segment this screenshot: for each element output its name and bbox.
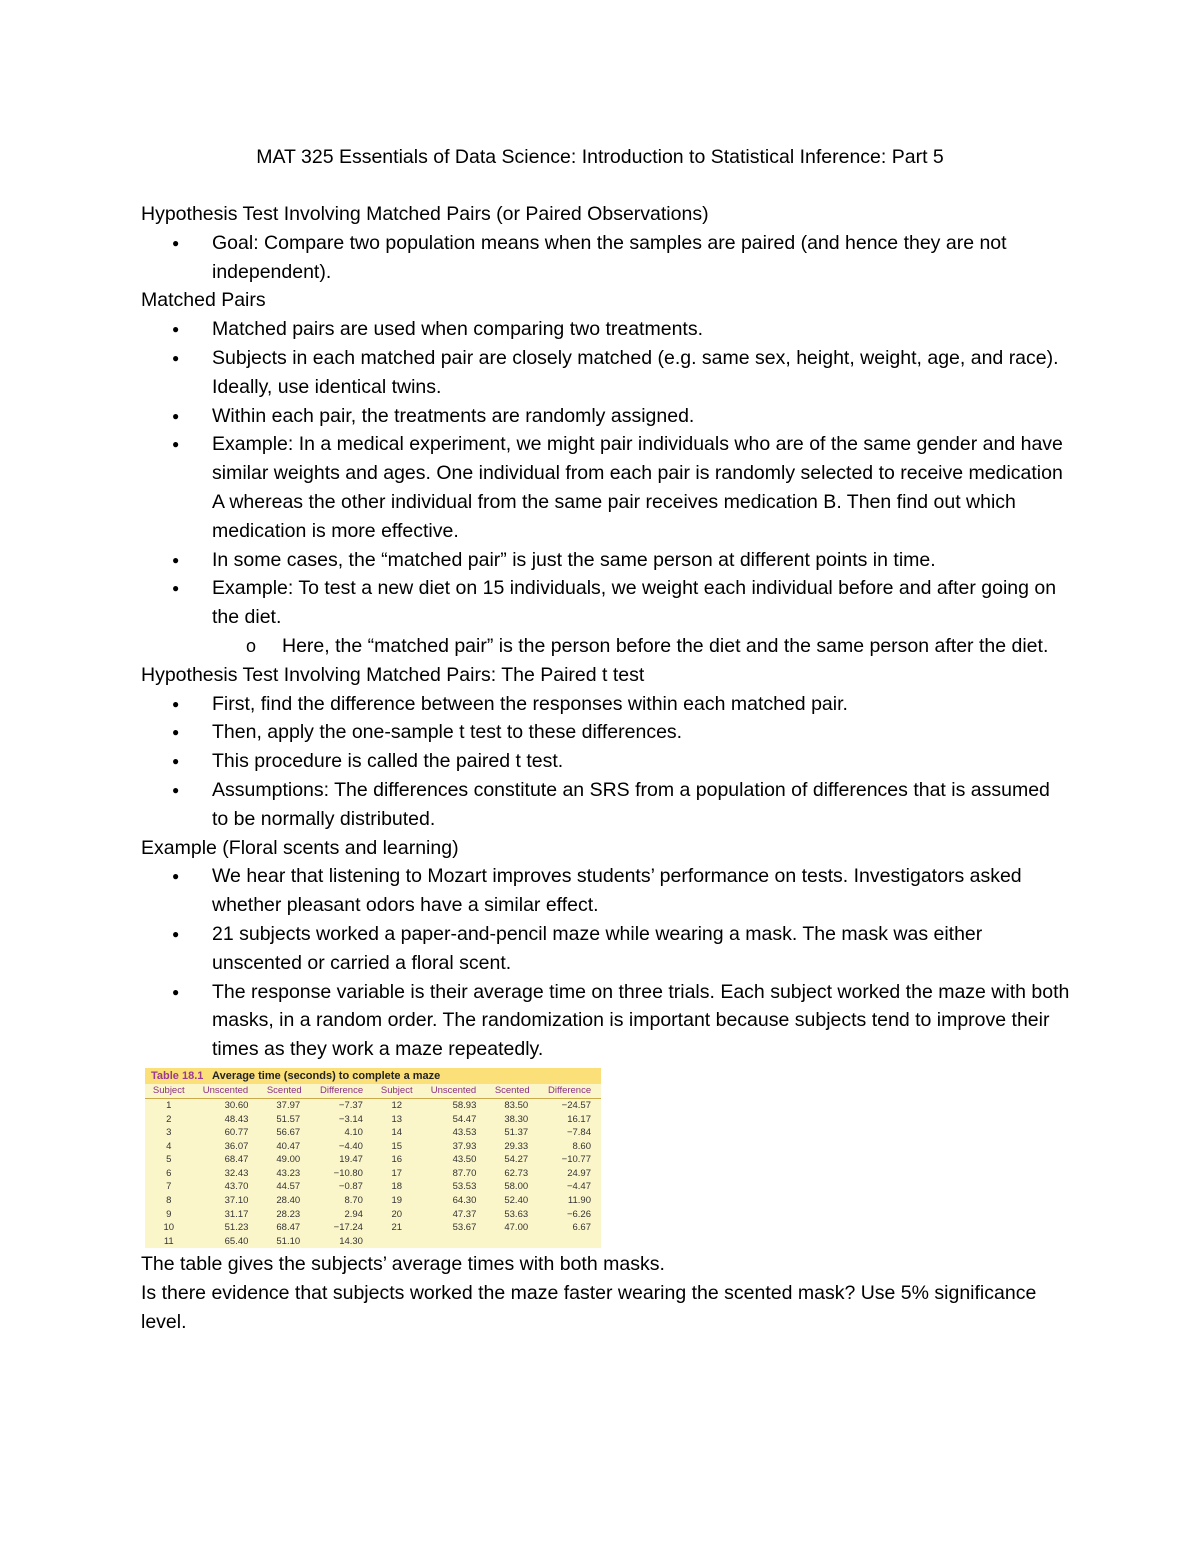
table-cell: 54.47 [452,1113,477,1125]
table-cell: 53.63 [504,1208,529,1220]
table-cell: 51.57 [276,1113,301,1125]
table-cell: 51.37 [504,1127,529,1139]
table-cell: 60.77 [224,1127,249,1139]
closing-line-1: The table gives the subjects’ average times with both masks. [141,1253,665,1276]
table-cell: 87.70 [452,1167,477,1179]
table-cell: 36.07 [224,1140,249,1152]
table-cell: 12 [391,1099,403,1111]
list-item: ● Assumptions: The differences constitute an SRS from a population of differences that is assumed to be normally distributed. [141,776,1071,834]
section-heading-matched-pairs: Matched Pairs [141,289,266,312]
table-cell: 10 [163,1222,175,1234]
table-cell: 37.10 [224,1195,249,1207]
table-cell: 8.70 [344,1195,363,1207]
table-cell: −6.26 [566,1208,591,1220]
table-cell: 2 [166,1113,172,1125]
table-cell: 49.00 [276,1154,301,1166]
list-item: ● Then, apply the one-sample t test to these differences. [141,718,1071,747]
table-cell: 19.47 [339,1154,363,1166]
table-cell: 16.17 [567,1113,591,1125]
table-cell: 32.43 [224,1167,249,1179]
table-cell: 17 [391,1167,403,1179]
table-header-cell: Subject [373,1084,421,1099]
table-cell: 30.60 [224,1099,249,1111]
list-item: ● In some cases, the “matched pair” is just the same person at different points in time. [141,546,1071,575]
table-cell: 5 [166,1154,172,1166]
table-cell: 14 [391,1127,403,1139]
table-cell: −0.87 [338,1181,363,1193]
table-row [145,1194,601,1208]
table-cell: 53.53 [452,1181,477,1193]
table-cell: 51.10 [276,1235,301,1247]
table-cell: 54.27 [504,1154,529,1166]
table-cell: 43.70 [224,1181,249,1193]
table-cell: 31.17 [224,1208,249,1220]
list-item: ● We hear that listening to Mozart improves students’ performance on tests. Investigators asked whether pleasant odors have a similar effect. [141,862,1071,920]
table-cell: 43.23 [276,1167,301,1179]
table-cell: 28.40 [276,1195,301,1207]
sub-list-item: o Here, the “matched pair” is the person before the diet and the same person after the diet. [141,632,1071,661]
table-cell: 40.47 [276,1140,301,1152]
list-item: ● The response variable is their average time on three trials. Each subject worked the maze with both masks, in a random order. The randomization is important because subjects tend to improve their times as they work a maze repeatedly. [141,978,1071,1064]
section-heading-example: Example (Floral scents and learning) [141,836,459,859]
table-cell: 7 [166,1181,172,1193]
table-cell: 37.97 [276,1099,301,1111]
table-header-row [145,1084,601,1099]
table-cell: 21 [391,1222,403,1234]
table-label: Table 18.1 [151,1069,204,1082]
table-cell: 68.47 [224,1154,249,1166]
table-row [145,1221,601,1235]
table-cell: 16 [391,1154,403,1166]
table-cell: −7.84 [566,1127,591,1139]
table-header-cell: Unscented [193,1084,259,1099]
table-cell: −4.47 [566,1181,591,1193]
table-cell: 47.00 [504,1222,529,1234]
section-heading-paired-t-test: Hypothesis Test Involving Matched Pairs: The Paired t test [141,663,645,686]
table-cell: 51.23 [224,1222,249,1234]
table-cell: 4.10 [344,1127,363,1139]
list-item: ● Example: To test a new diet on 15 individuals, we weight each individual before and after going on the diet. [141,574,1071,632]
table-row [145,1208,601,1222]
table-header-cell: Scented [258,1084,310,1099]
table-cell: −24.57 [561,1099,591,1111]
table-cell: 28.23 [276,1208,301,1220]
data-table [145,1084,601,1249]
list-item: ● Goal: Compare two population means when the samples are paired (and hence they are not independent). [141,229,1071,287]
table-cell: −17.24 [333,1222,363,1234]
table-cell: 14.30 [339,1235,363,1247]
table-caption [145,1068,601,1084]
table-cell: 13 [391,1113,403,1125]
sub-bullet-list [141,632,1071,661]
list-item: ● Within each pair, the treatments are randomly assigned. [141,402,1071,431]
table-cell: 62.73 [504,1167,529,1179]
table-cell: 47.37 [452,1208,477,1220]
table-caption-text: Average time (seconds) to complete a maze [212,1069,441,1082]
table-cell: 58.93 [452,1099,477,1111]
table-row [145,1235,601,1249]
table-header-cell: Difference [310,1084,373,1099]
table-cell: 11 [163,1235,174,1247]
list-item: ● This procedure is called the paired t test. [141,747,1071,776]
table-cell: 43.50 [452,1154,477,1166]
table-cell: 19 [391,1195,403,1207]
table-cell: 48.43 [224,1113,249,1125]
table-header-cell: Subject [145,1084,193,1099]
bullet-list [141,315,1071,632]
table-cell: 53.67 [452,1222,477,1234]
table-cell: 58.00 [504,1181,529,1193]
list-item: ● Matched pairs are used when comparing two treatments. [141,315,1071,344]
closing-question: Is there evidence that subjects worked the maze faster wearing the scented mask? Use 5% significance level. [141,1282,1037,1334]
table-cell: 83.50 [504,1099,529,1111]
table-cell: 8.60 [572,1140,591,1152]
bullet-list [141,862,1071,1064]
table-cell: −4.40 [338,1140,363,1152]
table-cell: 3 [166,1127,172,1139]
page-title: MAT 325 Essentials of Data Science: Introduction to Statistical Inference: Part 5 [256,146,944,168]
table-cell: −7.37 [338,1099,363,1111]
table-cell [538,1235,601,1249]
document-body [141,200,1071,1337]
table-cell: 24.97 [567,1167,591,1179]
table-body [145,1098,601,1248]
table-cell: 44.57 [276,1181,301,1193]
table-cell: 15 [391,1140,403,1152]
table-cell: 6.67 [572,1222,591,1234]
table-header-cell: Unscented [421,1084,487,1099]
table-cell: 20 [391,1208,403,1220]
bullet-list [141,229,1071,287]
table-cell [421,1235,487,1249]
list-item: ● First, find the difference between the responses within each matched pair. [141,690,1071,719]
table-cell: −3.14 [338,1113,363,1125]
table-row [145,1113,601,1127]
table-header-cell: Difference [538,1084,601,1099]
table-cell: 6 [166,1167,172,1179]
table-cell: 37.93 [452,1140,477,1152]
table-cell: −10.80 [333,1167,363,1179]
table-cell: 9 [166,1208,172,1220]
table-row [145,1153,601,1167]
table-cell: 64.30 [452,1195,477,1207]
table-cell: 18 [391,1181,403,1193]
table-cell: 4 [166,1140,172,1152]
table-row [145,1126,601,1140]
table-row [145,1098,601,1112]
table-row [145,1140,601,1154]
table-row [145,1167,601,1181]
table-cell: 65.40 [224,1235,249,1247]
table-cell: 29.33 [504,1140,529,1152]
table-cell: −10.77 [561,1154,591,1166]
table-header-cell: Scented [486,1084,538,1099]
table-cell: 43.53 [452,1127,477,1139]
table-cell [373,1235,421,1249]
list-item: ● Example: In a medical experiment, we might pair individuals who are of the same gender and have similar weights and ages. One individual from each pair is randomly selected to receive medication A whereas the other individual from the same pair receives medication B. Then find out which medication is more effective. [141,430,1071,545]
table-cell: 52.40 [504,1195,529,1207]
list-item: ● 21 subjects worked a paper-and-pencil maze while wearing a mask. The mask was either unscented or carried a floral scent. [141,920,1071,978]
table-cell: 2.94 [344,1208,363,1220]
list-item: ● Subjects in each matched pair are closely matched (e.g. same sex, height, weight, age, and race). Ideally, use identical twins. [141,344,1071,402]
table-cell: 1 [166,1099,172,1111]
table-cell: 38.30 [504,1113,529,1125]
bullet-list [141,690,1071,834]
table-cell: 68.47 [276,1222,301,1234]
table-cell: 11.90 [567,1195,591,1207]
table-cell: 8 [166,1195,172,1207]
maze-times-table [145,1068,601,1249]
table-row [145,1180,601,1194]
section-heading-hypothesis-test: Hypothesis Test Involving Matched Pairs (or Paired Observations) [141,203,709,225]
table-cell [486,1235,538,1249]
table-cell: 56.67 [276,1127,301,1139]
